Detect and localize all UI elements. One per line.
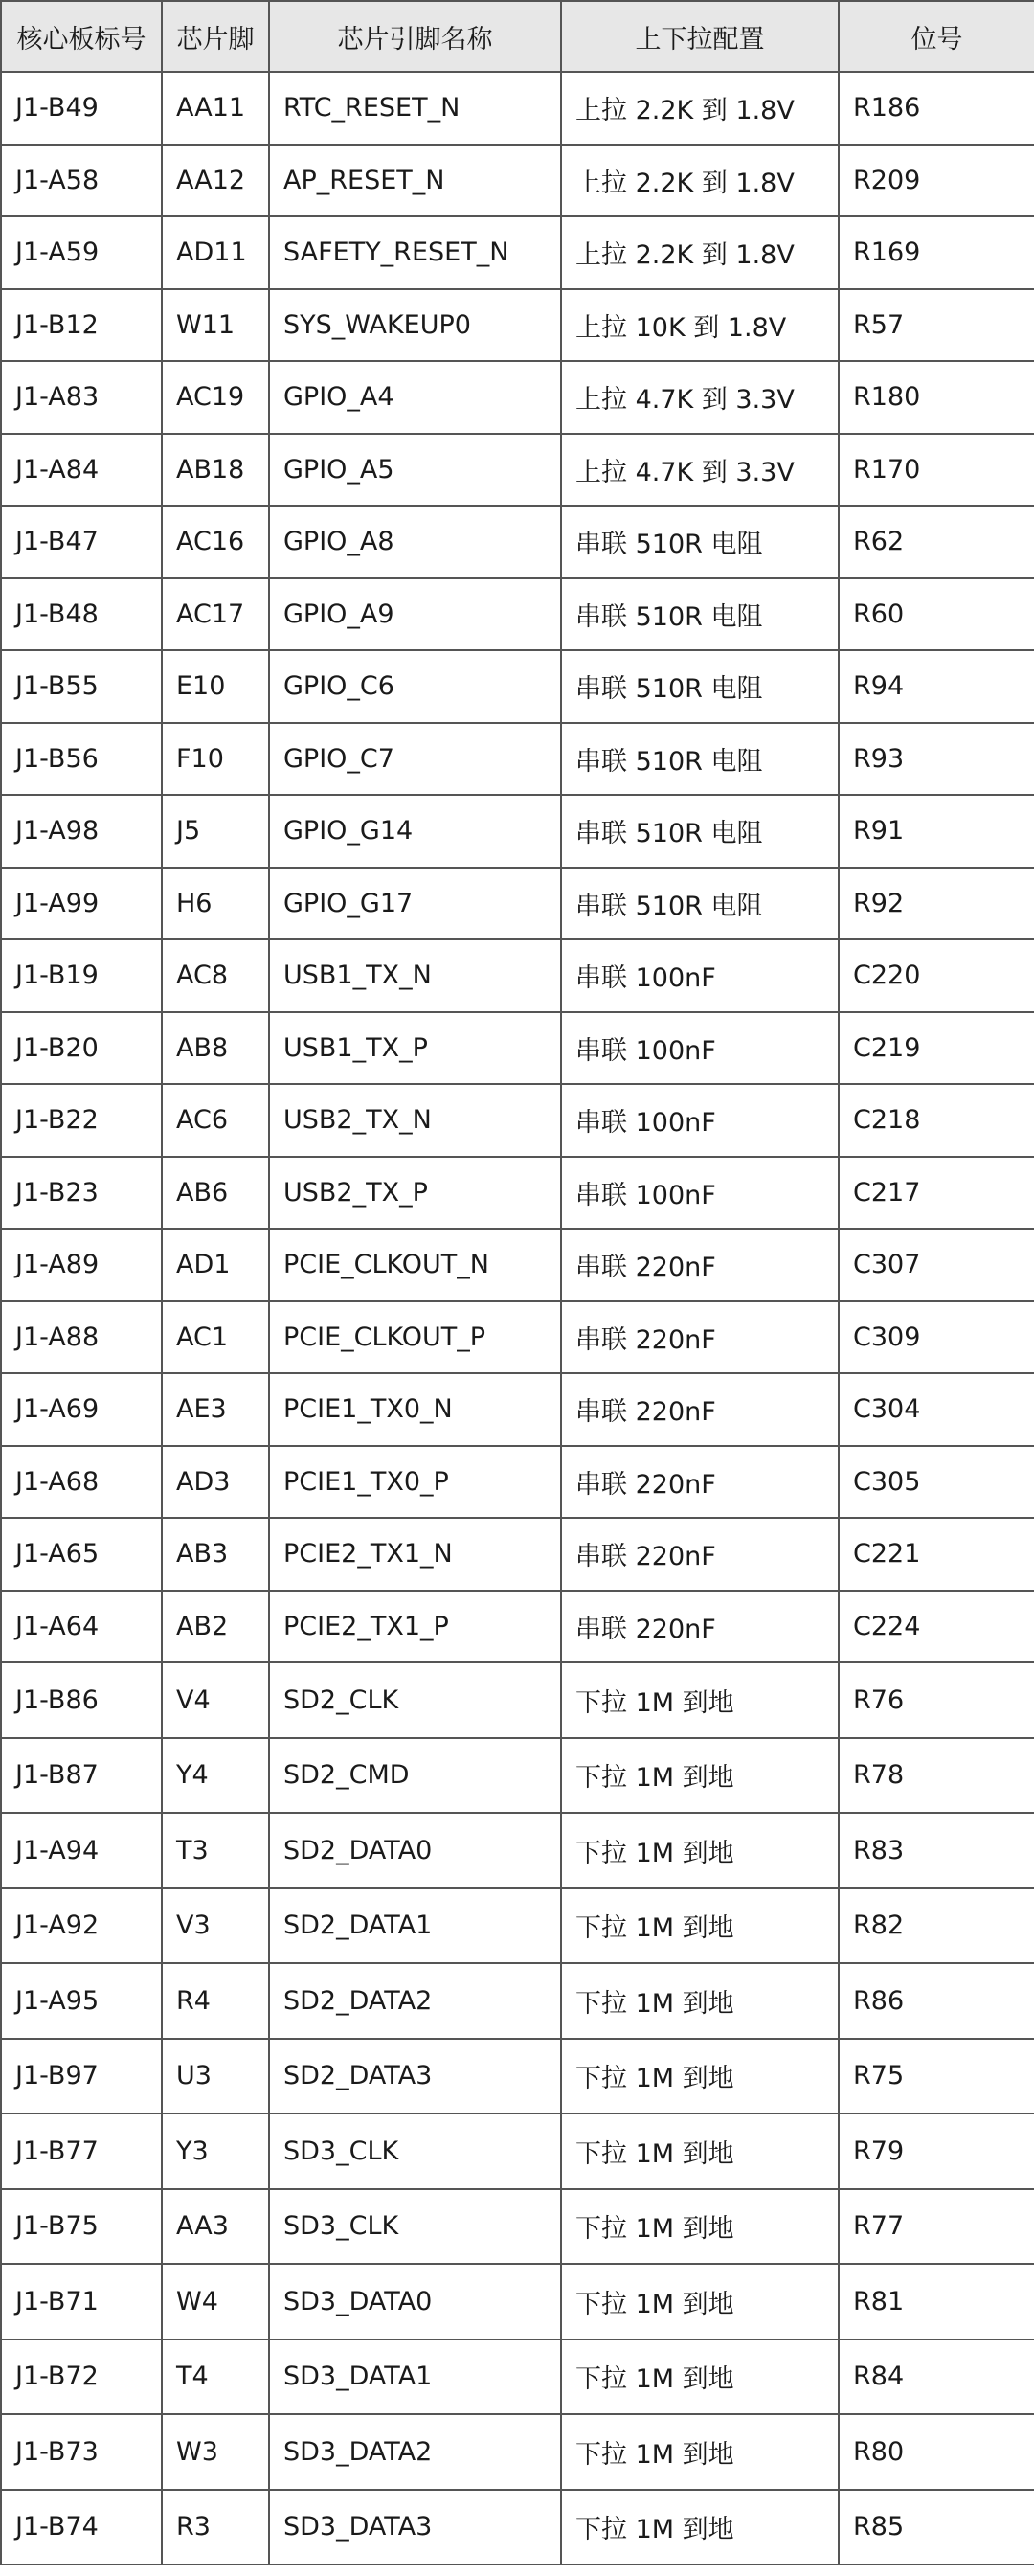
- table-row: [1, 1084, 1034, 1157]
- cell-pin-name: SD3_DATA1: [269, 2339, 561, 2415]
- cell-chip-pin: AC16: [162, 506, 269, 578]
- cell-board-label: J1-A92: [1, 1888, 162, 1964]
- cell-board-label: J1-B77: [1, 2113, 162, 2189]
- table-row: [1, 1229, 1034, 1301]
- cell-chip-pin: R4: [162, 1963, 269, 2039]
- cell-board-label: J1-A84: [1, 434, 162, 507]
- cell-pull-config: 下拉 1M 到地: [561, 2414, 839, 2490]
- header-pull-config: 上下拉配置: [561, 1, 839, 72]
- cell-board-label: J1-A64: [1, 1591, 162, 1663]
- cell-pin-name: GPIO_G17: [269, 868, 561, 940]
- cell-board-label: J1-A94: [1, 1813, 162, 1888]
- cell-pull-config: 串联 100nF: [561, 1157, 839, 1230]
- cell-ref-designator: R86: [839, 1963, 1034, 2039]
- cell-chip-pin: AC1: [162, 1301, 269, 1374]
- cell-pull-config: 上拉 4.7K 到 3.3V: [561, 434, 839, 507]
- cell-pull-config: 下拉 1M 到地: [561, 2490, 839, 2565]
- cell-chip-pin: AA11: [162, 72, 269, 145]
- cell-pin-name: SD3_CLK: [269, 2189, 561, 2265]
- cell-chip-pin: AC8: [162, 939, 269, 1012]
- cell-pull-config: 上拉 10K 到 1.8V: [561, 289, 839, 362]
- cell-chip-pin: E10: [162, 650, 269, 723]
- cell-pull-config: 下拉 1M 到地: [561, 2039, 839, 2114]
- table-row: [1, 1738, 1034, 1814]
- cell-ref-designator: R80: [839, 2414, 1034, 2490]
- cell-pin-name: SD3_DATA3: [269, 2490, 561, 2565]
- cell-chip-pin: W4: [162, 2264, 269, 2339]
- table-row: [1, 1591, 1034, 1663]
- cell-chip-pin: AC6: [162, 1084, 269, 1157]
- cell-board-label: J1-A89: [1, 1229, 162, 1301]
- cell-chip-pin: V4: [162, 1662, 269, 1738]
- cell-chip-pin: AB2: [162, 1591, 269, 1663]
- cell-pin-name: GPIO_A5: [269, 434, 561, 507]
- cell-pin-name: SD2_DATA3: [269, 2039, 561, 2114]
- cell-chip-pin: AC17: [162, 578, 269, 651]
- table-row: [1, 1963, 1034, 2039]
- cell-board-label: J1-A83: [1, 361, 162, 434]
- cell-ref-designator: C220: [839, 939, 1034, 1012]
- cell-board-label: J1-B97: [1, 2039, 162, 2114]
- cell-pin-name: PCIE_CLKOUT_P: [269, 1301, 561, 1374]
- cell-board-label: J1-A69: [1, 1373, 162, 1446]
- table-row: [1, 2414, 1034, 2490]
- cell-board-label: J1-B75: [1, 2189, 162, 2265]
- table-row: [1, 795, 1034, 868]
- cell-pin-name: GPIO_C7: [269, 723, 561, 796]
- cell-ref-designator: R85: [839, 2490, 1034, 2565]
- table-body: [1, 72, 1034, 2565]
- header-row: [1, 1, 1034, 72]
- cell-pull-config: 串联 220nF: [561, 1518, 839, 1591]
- cell-ref-designator: R79: [839, 2113, 1034, 2189]
- cell-pin-name: AP_RESET_N: [269, 145, 561, 217]
- cell-pull-config: 串联 220nF: [561, 1301, 839, 1374]
- cell-board-label: J1-A88: [1, 1301, 162, 1374]
- cell-board-label: J1-B48: [1, 578, 162, 651]
- cell-ref-designator: R209: [839, 145, 1034, 217]
- cell-ref-designator: C217: [839, 1157, 1034, 1230]
- cell-chip-pin: T4: [162, 2339, 269, 2415]
- cell-ref-designator: C307: [839, 1229, 1034, 1301]
- cell-pull-config: 上拉 2.2K 到 1.8V: [561, 216, 839, 289]
- cell-chip-pin: H6: [162, 868, 269, 940]
- cell-chip-pin: AD3: [162, 1446, 269, 1519]
- table-row: [1, 939, 1034, 1012]
- cell-board-label: J1-B87: [1, 1738, 162, 1814]
- cell-board-label: J1-B49: [1, 72, 162, 145]
- cell-pull-config: 串联 100nF: [561, 1084, 839, 1157]
- cell-ref-designator: R75: [839, 2039, 1034, 2114]
- cell-ref-designator: R77: [839, 2189, 1034, 2265]
- cell-ref-designator: R169: [839, 216, 1034, 289]
- cell-pin-name: SD2_DATA2: [269, 1963, 561, 2039]
- cell-ref-designator: C221: [839, 1518, 1034, 1591]
- table-row: [1, 361, 1034, 434]
- table-row: [1, 868, 1034, 940]
- cell-chip-pin: W11: [162, 289, 269, 362]
- cell-board-label: J1-B73: [1, 2414, 162, 2490]
- cell-pin-name: GPIO_A4: [269, 361, 561, 434]
- header-chip-pin: 芯片脚: [162, 1, 269, 72]
- cell-chip-pin: AB8: [162, 1012, 269, 1085]
- cell-pull-config: 串联 220nF: [561, 1446, 839, 1519]
- cell-pull-config: 下拉 1M 到地: [561, 2264, 839, 2339]
- table-row: [1, 1662, 1034, 1738]
- cell-pin-name: SD3_CLK: [269, 2113, 561, 2189]
- cell-pin-name: PCIE2_TX1_P: [269, 1591, 561, 1663]
- cell-chip-pin: Y3: [162, 2113, 269, 2189]
- cell-board-label: J1-A98: [1, 795, 162, 868]
- cell-pin-name: GPIO_G14: [269, 795, 561, 868]
- cell-pin-name: PCIE2_TX1_N: [269, 1518, 561, 1591]
- cell-pull-config: 下拉 1M 到地: [561, 1888, 839, 1964]
- cell-board-label: J1-A95: [1, 1963, 162, 2039]
- cell-pin-name: PCIE1_TX0_N: [269, 1373, 561, 1446]
- cell-pull-config: 上拉 4.7K 到 3.3V: [561, 361, 839, 434]
- cell-board-label: J1-B22: [1, 1084, 162, 1157]
- cell-pull-config: 下拉 1M 到地: [561, 2189, 839, 2265]
- cell-pull-config: 串联 100nF: [561, 1012, 839, 1085]
- cell-chip-pin: Y4: [162, 1738, 269, 1814]
- table-row: [1, 1157, 1034, 1230]
- table-row: [1, 72, 1034, 145]
- cell-board-label: J1-B74: [1, 2490, 162, 2565]
- cell-pull-config: 上拉 2.2K 到 1.8V: [561, 72, 839, 145]
- table-row: [1, 434, 1034, 507]
- cell-chip-pin: AD11: [162, 216, 269, 289]
- cell-pin-name: USB2_TX_P: [269, 1157, 561, 1230]
- cell-chip-pin: AA3: [162, 2189, 269, 2265]
- cell-board-label: J1-B23: [1, 1157, 162, 1230]
- cell-ref-designator: C219: [839, 1012, 1034, 1085]
- cell-chip-pin: T3: [162, 1813, 269, 1888]
- cell-pin-name: SD3_DATA0: [269, 2264, 561, 2339]
- cell-pin-name: SD2_CMD: [269, 1738, 561, 1814]
- table-row: [1, 2039, 1034, 2114]
- cell-board-label: J1-A99: [1, 868, 162, 940]
- cell-ref-designator: R180: [839, 361, 1034, 434]
- table-row: [1, 723, 1034, 796]
- cell-pull-config: 串联 510R 电阻: [561, 723, 839, 796]
- cell-chip-pin: AE3: [162, 1373, 269, 1446]
- header-board-label: 核心板标号: [1, 1, 162, 72]
- cell-chip-pin: AB3: [162, 1518, 269, 1591]
- cell-chip-pin: R3: [162, 2490, 269, 2565]
- cell-pull-config: 串联 220nF: [561, 1229, 839, 1301]
- cell-ref-designator: R57: [839, 289, 1034, 362]
- cell-ref-designator: R84: [839, 2339, 1034, 2415]
- cell-chip-pin: F10: [162, 723, 269, 796]
- cell-ref-designator: C309: [839, 1301, 1034, 1374]
- cell-ref-designator: C218: [839, 1084, 1034, 1157]
- cell-ref-designator: R62: [839, 506, 1034, 578]
- cell-pin-name: RTC_RESET_N: [269, 72, 561, 145]
- table-row: [1, 1813, 1034, 1888]
- cell-ref-designator: R170: [839, 434, 1034, 507]
- cell-board-label: J1-A59: [1, 216, 162, 289]
- table-row: [1, 2339, 1034, 2415]
- cell-board-label: J1-B56: [1, 723, 162, 796]
- cell-pull-config: 串联 220nF: [561, 1591, 839, 1663]
- cell-pin-name: SD2_DATA1: [269, 1888, 561, 1964]
- cell-pin-name: USB1_TX_N: [269, 939, 561, 1012]
- cell-pull-config: 下拉 1M 到地: [561, 1738, 839, 1814]
- table-row: [1, 506, 1034, 578]
- cell-chip-pin: AD1: [162, 1229, 269, 1301]
- cell-ref-designator: C304: [839, 1373, 1034, 1446]
- table-row: [1, 1888, 1034, 1964]
- cell-pull-config: 下拉 1M 到地: [561, 2339, 839, 2415]
- cell-ref-designator: C224: [839, 1591, 1034, 1663]
- cell-ref-designator: R78: [839, 1738, 1034, 1814]
- cell-pin-name: USB2_TX_N: [269, 1084, 561, 1157]
- cell-chip-pin: AC19: [162, 361, 269, 434]
- table-row: [1, 2490, 1034, 2565]
- cell-ref-designator: R186: [839, 72, 1034, 145]
- cell-chip-pin: W3: [162, 2414, 269, 2490]
- table-row: [1, 2113, 1034, 2189]
- cell-ref-designator: R94: [839, 650, 1034, 723]
- cell-pin-name: USB1_TX_P: [269, 1012, 561, 1085]
- cell-ref-designator: R82: [839, 1888, 1034, 1964]
- cell-chip-pin: J5: [162, 795, 269, 868]
- cell-board-label: J1-B55: [1, 650, 162, 723]
- cell-pull-config: 串联 510R 电阻: [561, 650, 839, 723]
- cell-chip-pin: AA12: [162, 145, 269, 217]
- cell-chip-pin: U3: [162, 2039, 269, 2114]
- table-row: [1, 1012, 1034, 1085]
- cell-pull-config: 上拉 2.2K 到 1.8V: [561, 145, 839, 217]
- header-ref-designator: 位号: [839, 1, 1034, 72]
- cell-ref-designator: R60: [839, 578, 1034, 651]
- cell-board-label: J1-B19: [1, 939, 162, 1012]
- cell-pin-name: SYS_WAKEUP0: [269, 289, 561, 362]
- cell-board-label: J1-B47: [1, 506, 162, 578]
- cell-ref-designator: R91: [839, 795, 1034, 868]
- cell-pull-config: 串联 510R 电阻: [561, 868, 839, 940]
- cell-board-label: J1-A65: [1, 1518, 162, 1591]
- table-row: [1, 1301, 1034, 1374]
- cell-pin-name: PCIE1_TX0_P: [269, 1446, 561, 1519]
- cell-pull-config: 串联 510R 电阻: [561, 506, 839, 578]
- table-header: [1, 1, 1034, 72]
- cell-ref-designator: R83: [839, 1813, 1034, 1888]
- table-row: [1, 1446, 1034, 1519]
- cell-board-label: J1-B12: [1, 289, 162, 362]
- cell-pull-config: 串联 100nF: [561, 939, 839, 1012]
- cell-board-label: J1-A68: [1, 1446, 162, 1519]
- cell-pin-name: SAFETY_RESET_N: [269, 216, 561, 289]
- cell-ref-designator: R93: [839, 723, 1034, 796]
- cell-pin-name: SD3_DATA2: [269, 2414, 561, 2490]
- cell-ref-designator: R76: [839, 1662, 1034, 1738]
- cell-pin-name: PCIE_CLKOUT_N: [269, 1229, 561, 1301]
- cell-pull-config: 下拉 1M 到地: [561, 1813, 839, 1888]
- cell-pin-name: SD2_DATA0: [269, 1813, 561, 1888]
- cell-board-label: J1-B86: [1, 1662, 162, 1738]
- cell-chip-pin: AB18: [162, 434, 269, 507]
- cell-pull-config: 串联 220nF: [561, 1373, 839, 1446]
- cell-pull-config: 串联 510R 电阻: [561, 578, 839, 651]
- table-row: [1, 650, 1034, 723]
- table-row: [1, 216, 1034, 289]
- cell-board-label: J1-B20: [1, 1012, 162, 1085]
- table-row: [1, 1518, 1034, 1591]
- cell-pin-name: GPIO_C6: [269, 650, 561, 723]
- cell-board-label: J1-A58: [1, 145, 162, 217]
- header-pin-name: 芯片引脚名称: [269, 1, 561, 72]
- cell-chip-pin: V3: [162, 1888, 269, 1964]
- cell-pull-config: 下拉 1M 到地: [561, 1662, 839, 1738]
- cell-ref-designator: R92: [839, 868, 1034, 940]
- cell-pull-config: 下拉 1M 到地: [561, 2113, 839, 2189]
- cell-pin-name: GPIO_A8: [269, 506, 561, 578]
- cell-pull-config: 串联 510R 电阻: [561, 795, 839, 868]
- table-row: [1, 289, 1034, 362]
- table-row: [1, 2189, 1034, 2265]
- cell-ref-designator: C305: [839, 1446, 1034, 1519]
- table-row: [1, 578, 1034, 651]
- cell-board-label: J1-B71: [1, 2264, 162, 2339]
- table-row: [1, 2264, 1034, 2339]
- cell-ref-designator: R81: [839, 2264, 1034, 2339]
- cell-board-label: J1-B72: [1, 2339, 162, 2415]
- cell-chip-pin: AB6: [162, 1157, 269, 1230]
- table-row: [1, 1373, 1034, 1446]
- table-row: [1, 145, 1034, 217]
- cell-pull-config: 下拉 1M 到地: [561, 1963, 839, 2039]
- cell-pin-name: SD2_CLK: [269, 1662, 561, 1738]
- cell-pin-name: GPIO_A9: [269, 578, 561, 651]
